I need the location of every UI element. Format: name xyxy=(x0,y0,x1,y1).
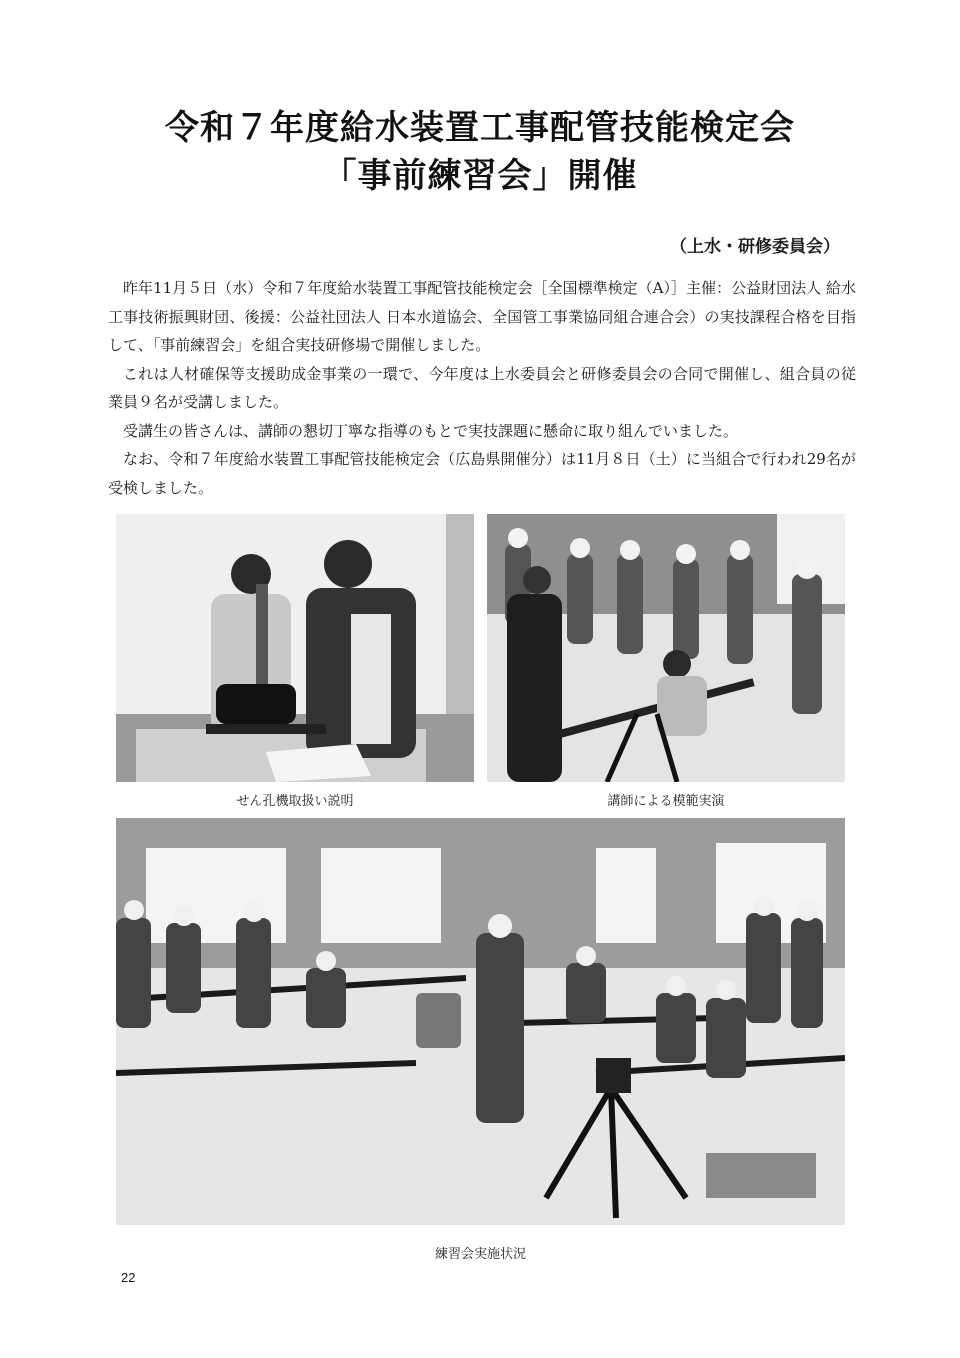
article-title-line2: 「事前練習会」開催 xyxy=(322,156,638,196)
photo1-caption: せん孔機取扱い説明 xyxy=(236,794,354,809)
paragraph-4: なお、令和７年度給水装置工事配管技能検定会（広島県開催分）は11月８日（土）に当組合で行われ29名が受検しました。 xyxy=(108,450,856,497)
article-body xyxy=(108,274,856,502)
paragraph-2: これは人材確保等支援助成金事業の一環で、今年度は上水委員会と研修委員会の合同で開催し、組合員の従業員９名が受講しました。 xyxy=(108,364,856,411)
photo-instructor-demonstration xyxy=(487,514,845,782)
paragraph-3: 受講生の皆さんは、講師の懇切丁寧な指導のもとで実技課題に懸命に取り組んでいました。 xyxy=(123,421,739,440)
photo3-caption: 練習会実施状況 xyxy=(434,1247,526,1262)
author-byline: （上水・研修委員会） xyxy=(670,237,840,257)
photo2-caption: 講師による模範実演 xyxy=(607,794,725,809)
photo-practice-session xyxy=(116,818,845,1225)
article-title-line1: 令和７年度給水装置工事配管技能検定会 xyxy=(165,108,795,148)
page-number: 22 xyxy=(121,1270,136,1285)
photo-drilling-machine-explanation xyxy=(116,514,474,782)
paragraph-1: 昨年11月５日（水）令和７年度給水装置工事配管技能検定会［全国標準検定（A）］主催：公益財団法人 給水工事技術振興財団、後援：公益社団法人 日本水道協会、全国管工事業協同組合連合会）の実技課程合格を目指して、「事前練習会」を組合実技研修場で開催しました。 xyxy=(108,279,856,354)
